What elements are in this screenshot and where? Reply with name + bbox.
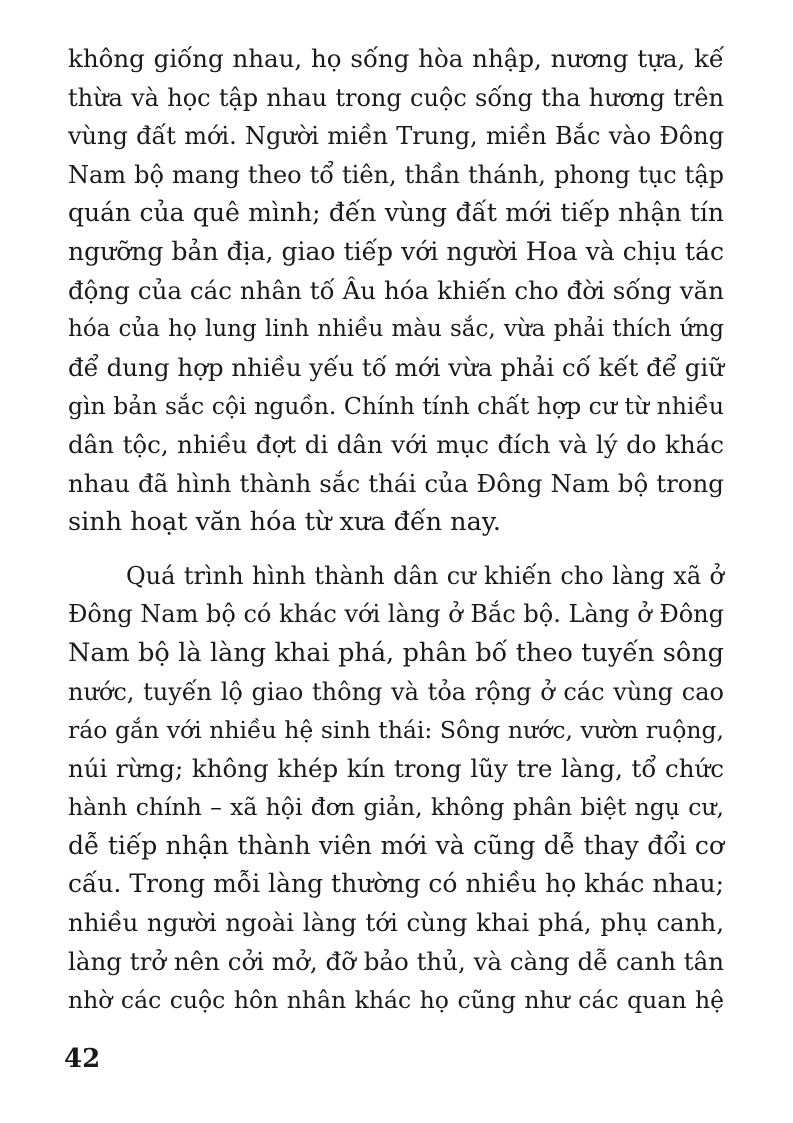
text-line: thừa và học tập nhau trong cuộc sống tha hương trên	[68, 83, 724, 112]
text-line: Nam bộ mang theo tổ tiên, thần thánh, phong tục tập	[68, 160, 724, 189]
text-line: sinh hoạt văn hóa từ xưa đến nay.	[68, 507, 501, 538]
body-text	[68, 40, 724, 1020]
text-line: nhờ các cuộc hôn nhân khác họ cũng như các quan hệ	[68, 986, 724, 1015]
text-line: Nam bộ là làng khai phá, phân bố theo tuyến sông	[68, 637, 724, 668]
text-line: hành chính – xã hội đơn giản, không phân biệt ngụ cư,	[68, 793, 724, 822]
text-line: nhau đã hình thành sắc thái của Đông Nam bộ trong	[68, 468, 724, 498]
text-line: dân tộc, nhiều đợt di dân với mục đích và lý do khác	[68, 429, 724, 459]
text-line: nhiều người ngoài làng tới cùng khai phá, phụ canh,	[68, 908, 724, 938]
text-line: núi rừng; không khép kín trong lũy tre làng, tổ chức	[68, 753, 724, 783]
page-number: 42	[64, 1044, 101, 1074]
text-line: làng trở nên cởi mở, đỡ bảo thủ, và càng dễ canh tân	[68, 946, 724, 976]
text-line: gìn bản sắc cội nguồn. Chính tính chất hợp cư từ nhiều	[68, 392, 724, 421]
text-line: không giống nhau, họ sống hòa nhập, nương tựa, kế	[68, 44, 724, 73]
text-line: ngưỡng bản địa, giao tiếp với người Hoa và chịu tác	[68, 236, 724, 266]
text-line: Quá trình hình thành dân cư khiến cho làng xã ở	[126, 561, 724, 590]
paragraph-spacer	[68, 542, 724, 557]
paragraph-1	[68, 40, 724, 542]
text-line: dễ tiếp nhận thành viên mới và cũng dễ thay đổi cơ	[68, 830, 724, 860]
text-line: cấu. Trong mỗi làng thường có nhiều họ khác nhau;	[68, 869, 724, 899]
text-line: động của các nhân tố Âu hóa khiến cho đời sống văn	[68, 275, 724, 305]
text-line: quán của quê mình; đến vùng đất mới tiếp nhận tín	[68, 198, 724, 228]
text-line: ráo gắn với nhiều hệ sinh thái: Sông nước, vườn ruộng,	[68, 716, 724, 745]
text-line: vùng đất mới. Người miền Trung, miền Bắc vào Đông	[68, 122, 724, 151]
text-line: nước, tuyến lộ giao thông và tỏa rộng ở các vùng cao	[68, 677, 724, 706]
paragraph-2	[68, 557, 724, 1020]
text-line: để dung hợp nhiều yếu tố mới vừa phải cố kết để giữ	[68, 352, 724, 382]
text-line: Đông Nam bộ có khác với làng ở Bắc bộ. Làng ở Đông	[68, 600, 724, 629]
text-line: hóa của họ lung linh nhiều màu sắc, vừa phải thích ứng	[68, 316, 724, 343]
